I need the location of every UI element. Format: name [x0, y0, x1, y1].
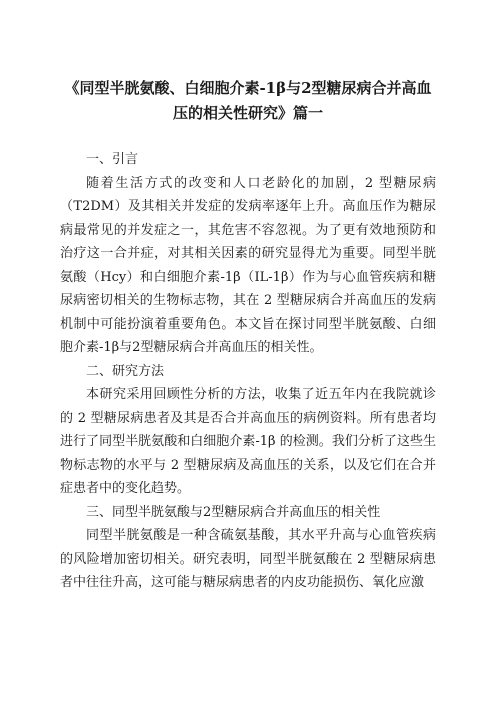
title-line-2: 压的相关性研究》篇一 [172, 104, 323, 122]
section-heading-intro: 一、引言 [86, 152, 139, 167]
section-heading-methods: 二、研究方法 [86, 363, 165, 379]
section-heading-hcy: 三、同型半胱氨酸与2型糖尿病合并高血压的相关性 [86, 504, 381, 520]
document-body [60, 148, 436, 595]
title-line-1: 《同型半胱氨酸、白细胞介素-1β与2型糖尿病合并高血 [64, 79, 432, 97]
document-title [60, 76, 436, 126]
paragraph-methods: 本研究采用回顾性分析的方法，收集了近五年内在我院就诊的 2 型糖尿病患者及其是否合并高血压的病例资料。所有患者均进行了同型半胱氨酸和白细胞介素-1β 的检测。我们分析了这些生物标志物的水平与 2 型糖尿病及高血压的关系，以及它们在合并症患者中的变化趋势。 [60, 387, 436, 496]
paragraph-intro: 随着生活方式的改变和人口老龄化的加剧，2 型糖尿病（T2DM）及其相关并发症的发病率逐年上升。高血压作为糖尿病最常见的并发症之一，其危害不容忽视。为了更有效地预防和治疗这一合并症，对其相关因素的研究显得尤为重要。同型半胱氨酸（Hcy）和白细胞介素-1β（IL-1β）作为与心血管疾病和糖尿病密切相关的生物标志物，其在 2 型糖尿病合并高血压的发病机制中可能扮演着重要角色。本文旨在探讨同型半胱氨酸、白细胞介素-1β与2型糖尿病合并高血压的相关性。 [60, 175, 436, 355]
paragraph-hcy: 同型半胱氨酸是一种含硫氨基酸，其水平升高与心血管疾病的风险增加密切相关。研究表明，同型半胱氨酸在 2 型糖尿病患者中往往升高，这可能与糖尿病患者的内皮功能损伤、氧化应激 [60, 528, 436, 590]
